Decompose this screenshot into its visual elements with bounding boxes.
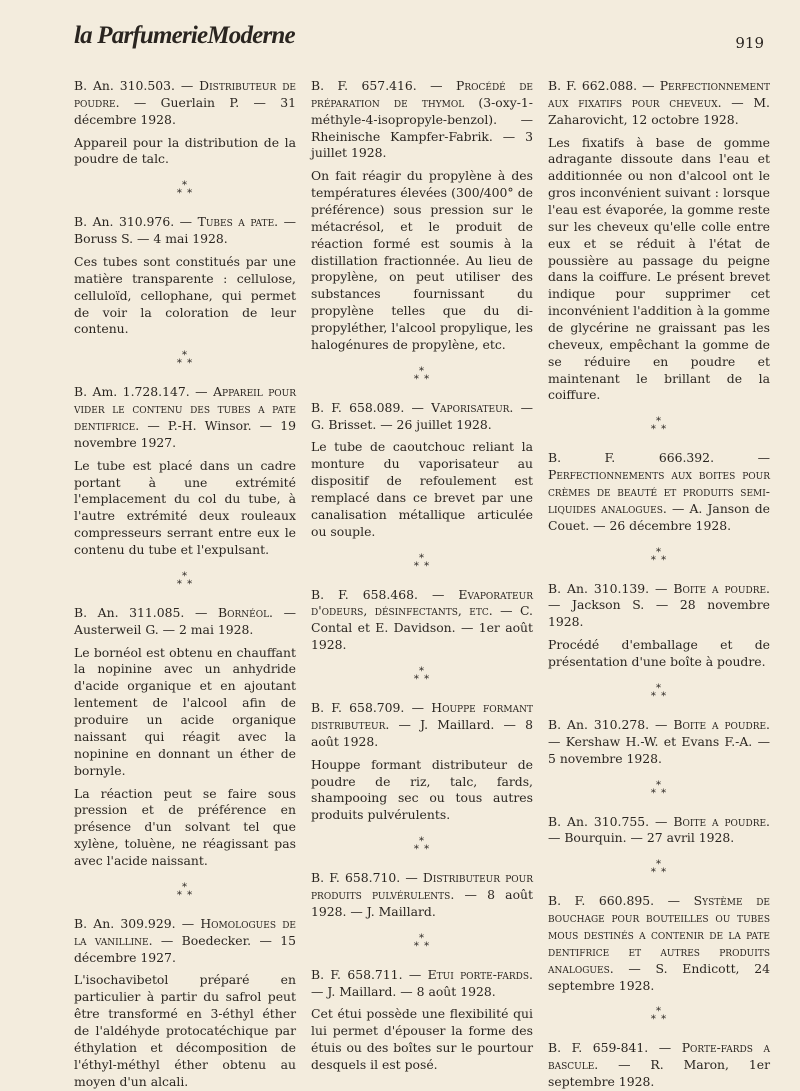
patent-holder-date: — S. Endicott, 24 septembre 1928. — [548, 960, 770, 993]
patent-holder-date: — Bourquin. — 27 avril 1928. — [548, 830, 735, 846]
asterism-separator: * * * — [413, 836, 431, 856]
patent-holder-date: — P.-H. Winsor. — 19 novembre 1927. — [74, 418, 296, 450]
patent-description: Appareil pour la distribution de la poudre de talc. — [74, 134, 296, 167]
patent-ref: B. F. 659-841. — — [548, 1040, 682, 1056]
patent-holder-date: — Jackson S. — 28 novembre 1928. — [548, 597, 770, 630]
patent-description: Ces tubes sont constitués par une matière transparente : cellulose, celluloïd, cellophane, qui permet de voir la coloration de leur contenu. — [74, 254, 296, 337]
patent-title: Bornéol. — [217, 604, 273, 620]
patent-title: Système de bouchage pour bouteilles ou tubes mous destinés a contenir de la pate dentifrice et autres produits analogues. — [548, 893, 770, 976]
patent-title: Perfectionnements aux boites pour crèmes de beauté et produits semi-liquides analogues. — [548, 467, 770, 516]
page-number: 919 — [735, 34, 764, 52]
patent-title: Appareil pour vider le contenu des tubes a pate dentifrice. — [74, 384, 296, 434]
patent-ref: B. An. 310.976. — — [74, 214, 198, 230]
patent-ref: B. An. 309.929. — — [74, 915, 201, 931]
patent-title: Etui porte-fards. — [427, 966, 533, 982]
patent-ref: B. F. 662.088. — — [548, 78, 660, 93]
asterism-separator: * * * — [650, 682, 668, 702]
patent-entry-heading — [74, 384, 296, 451]
patent-ref: B. F. 660.895. — — [548, 893, 694, 909]
patent-entry-heading — [74, 78, 296, 129]
patent-description: L'isochavibetol préparé en particulier à partir du safrol peut être transformé en 3-éthyl éther de l'aldéhyde protocatéchique par éthylation et décomposition de l'éthyl-méthyl éther obtenu au moyen d'un alcali. — [74, 972, 296, 1089]
patent-description: Procédé d'emballage et de présentation d'une boîte à poudre. — [548, 637, 770, 670]
patent-title: Evaporateur d'odeurs, désinfectants, etc. — [311, 586, 533, 619]
patent-ref: B. An. 310.139. — — [548, 580, 674, 596]
patent-holder-date: — Guerlain P. — 31 décembre 1928. — [74, 94, 296, 127]
patent-ref: B. F. 658.709. — — [311, 700, 432, 716]
patent-entry-heading — [548, 78, 770, 129]
asterism-separator: * * * — [176, 570, 194, 590]
asterism-separator: * * * — [413, 932, 431, 952]
column-3 — [548, 78, 770, 1091]
patent-entry-heading — [548, 450, 770, 534]
patent-entry-heading — [311, 870, 533, 921]
patent-entry-heading — [311, 700, 533, 751]
patent-holder-date: — G. Brisset. — 26 juillet 1928. — [311, 399, 533, 432]
asterism-separator: * * * — [650, 779, 668, 799]
page-header — [74, 20, 764, 65]
patent-holder-date: — R. Maron, 1er septembre 1928. — [548, 1057, 770, 1090]
patent-description: Le tube de caoutchouc reliant la monture du vaporisateur au dispositif de refoulement est remplacé dans ce brevet par une canalisation métallique articulée ou souple. — [311, 439, 533, 539]
patent-entry-heading — [74, 214, 296, 248]
patent-title: Vaporisateur. — [431, 399, 514, 415]
column-2 — [311, 78, 533, 1091]
patent-holder-date: — 8 août 1928. — J. Maillard. — [311, 886, 533, 919]
patent-title: Distributeur de poudre. — [74, 78, 296, 110]
patent-entry-heading — [311, 967, 533, 1001]
patent-title: Tubes a pate. — [197, 214, 279, 230]
asterism-separator: * * * — [650, 546, 668, 566]
patent-title: Boite a poudre. — [673, 580, 770, 596]
patent-holder-date: — J. Maillard. — 8 août 1928. — [311, 983, 496, 999]
patent-holder-date: — J. Maillard. — 8 août 1928. — [311, 716, 533, 749]
asterism-separator: * * * — [176, 881, 194, 901]
patent-entry-heading — [74, 605, 296, 639]
patent-ref: B. An. 310.755. — — [548, 813, 674, 829]
masthead-logo: la ParfumerieModerne — [74, 22, 295, 49]
patent-entry-heading — [74, 916, 296, 967]
patent-holder-date: — C. Contal et E. Davidson. — 1er août 1928. — [311, 603, 533, 653]
asterism-separator: * * * — [176, 350, 194, 370]
patent-title: Distributeur pour produits pulvérulents. — [311, 870, 533, 902]
column-1 — [74, 78, 296, 1091]
asterism-separator: * * * — [650, 1006, 668, 1026]
patent-description: Le bornéol est obtenu en chauffant la nopinine avec un anhydride d'acide organique et en ajoutant lentement de l'alcool afin de produire un acide organique naissant qui réagit avec la nopinine en donnant un éther de bornyle. — [74, 644, 296, 778]
patent-holder-date: — Boruss S. — 4 mai 1928. — [74, 214, 296, 247]
patent-description: La réaction peut se faire sous pression et de préférence en présence d'un solvant tel que xylène, toluène, ne réagissant pas avec l'acide naissant. — [74, 785, 296, 868]
patent-ref: B. An. 310.503. — — [74, 78, 200, 93]
patent-ref: B. F. 658.089. — — [311, 399, 432, 415]
patent-holder-date: — Kershaw H.-W. et Evans F.-A. — 5 novembre 1928. — [548, 733, 770, 766]
patent-ref: B. F. 657.416. — — [311, 78, 457, 93]
patent-entry-heading — [548, 1040, 770, 1091]
patent-ref: B. An. 310.278. — — [548, 716, 674, 732]
patent-title: Houppe formant distributeur. — [311, 700, 533, 732]
patent-entry-heading — [311, 78, 533, 162]
asterism-separator: * * * — [176, 180, 194, 200]
patent-entry-heading — [548, 893, 770, 994]
patent-description: Les fixatifs à base de gomme adragante dissoute dans l'eau et additionnée ou non d'alcool ont le gros inconvénient suivant : lorsque l'eau est évaporée, la gomme reste sur les cheveux qu'elle colle entre eux et se réduit à l'état de poussière au passage du peigne dans la coiffure. Le présent brevet indique pour supprimer cet inconvénient l'addition à la gomme de glycérine ne graissant pas les cheveux, empêchant la gomme de se réduire en poudre et maintenant le brillant de la coiffure. — [548, 134, 770, 403]
asterism-separator: * * * — [413, 552, 431, 572]
patent-holder-date: — Boedecker. — 15 décembre 1927. — [74, 932, 297, 965]
patent-title: Boite a poudre. — [673, 813, 770, 829]
patent-entry-heading — [548, 581, 770, 632]
asterism-separator: * * * — [650, 416, 668, 436]
patent-ref: B. F. 658.711. — — [311, 966, 428, 982]
patent-title: Procédé de préparation de thymol — [311, 78, 533, 110]
patent-entry-heading — [548, 814, 770, 848]
asterism-separator: * * * — [413, 365, 431, 385]
patent-description: Le tube est placé dans un cadre portant à une extrémité l'emplacement du col du tube, à l'autre extrémité deux rouleaux compresseurs serrant entre eux le contenu du tube et l'expulsant. — [74, 457, 296, 558]
patent-description: Cet étui possède une flexibilité qui lui permet d'épouser la forme des étuis ou des boîtes sur le pourtour desquels il est posé. — [311, 1006, 533, 1072]
patent-holder-date: — A. Janson de Couet. — 26 décembre 1928. — [548, 500, 770, 533]
patent-ref: B. An. 311.085. — — [74, 604, 218, 620]
patent-ref: B. F. 666.392. — — [548, 450, 770, 466]
patent-holder-date: — M. Zaharovicht, 12 octobre 1928. — [548, 94, 770, 127]
patent-description: On fait réagir du propylène à des températures élevées (300/400° de préférence) sous pression sur le métacrésol, et le produit de réaction formé est soumis à la distillation fractionnée. Au lieu de propylène, on peut utiliser des substances fournissant du propylène telles que du di-propyléther, l'alcool propylique, les halogénures de propylène, etc. — [311, 168, 533, 352]
asterism-separator: * * * — [650, 859, 668, 879]
patent-entry-heading — [311, 587, 533, 654]
patent-description: Houppe formant distributeur de poudre de riz, talc, fards, shampooing sec ou tous autres produits pulvérulents. — [311, 756, 533, 823]
patent-holder-date: — Austerweil G. — 2 mai 1928. — [74, 604, 296, 637]
asterism-separator: * * * — [413, 666, 431, 686]
patent-title: Perfectionnement aux fixatifs pour cheveux. — [548, 78, 770, 110]
patent-title: Boite a poudre. — [673, 716, 770, 732]
patent-title: Homologues de la vanilline. — [74, 915, 297, 948]
patent-title: Porte-fards a bascule. — [548, 1040, 770, 1073]
columns — [74, 78, 770, 1091]
patent-ref: B. F. 658.710. — — [311, 870, 423, 886]
patent-entry-heading — [548, 717, 770, 768]
patent-ref: B. Am. 1.728.147. — — [74, 384, 214, 400]
patent-ref: B. F. 658.468. — — [311, 586, 459, 602]
patent-entry-heading — [311, 400, 533, 434]
patent-holder-date: (3-oxy-1-méthyle-4-isopropyle-benzol). — Rheinische Kampfer-Fabrik. — 3 juillet 1928. — [311, 94, 533, 161]
